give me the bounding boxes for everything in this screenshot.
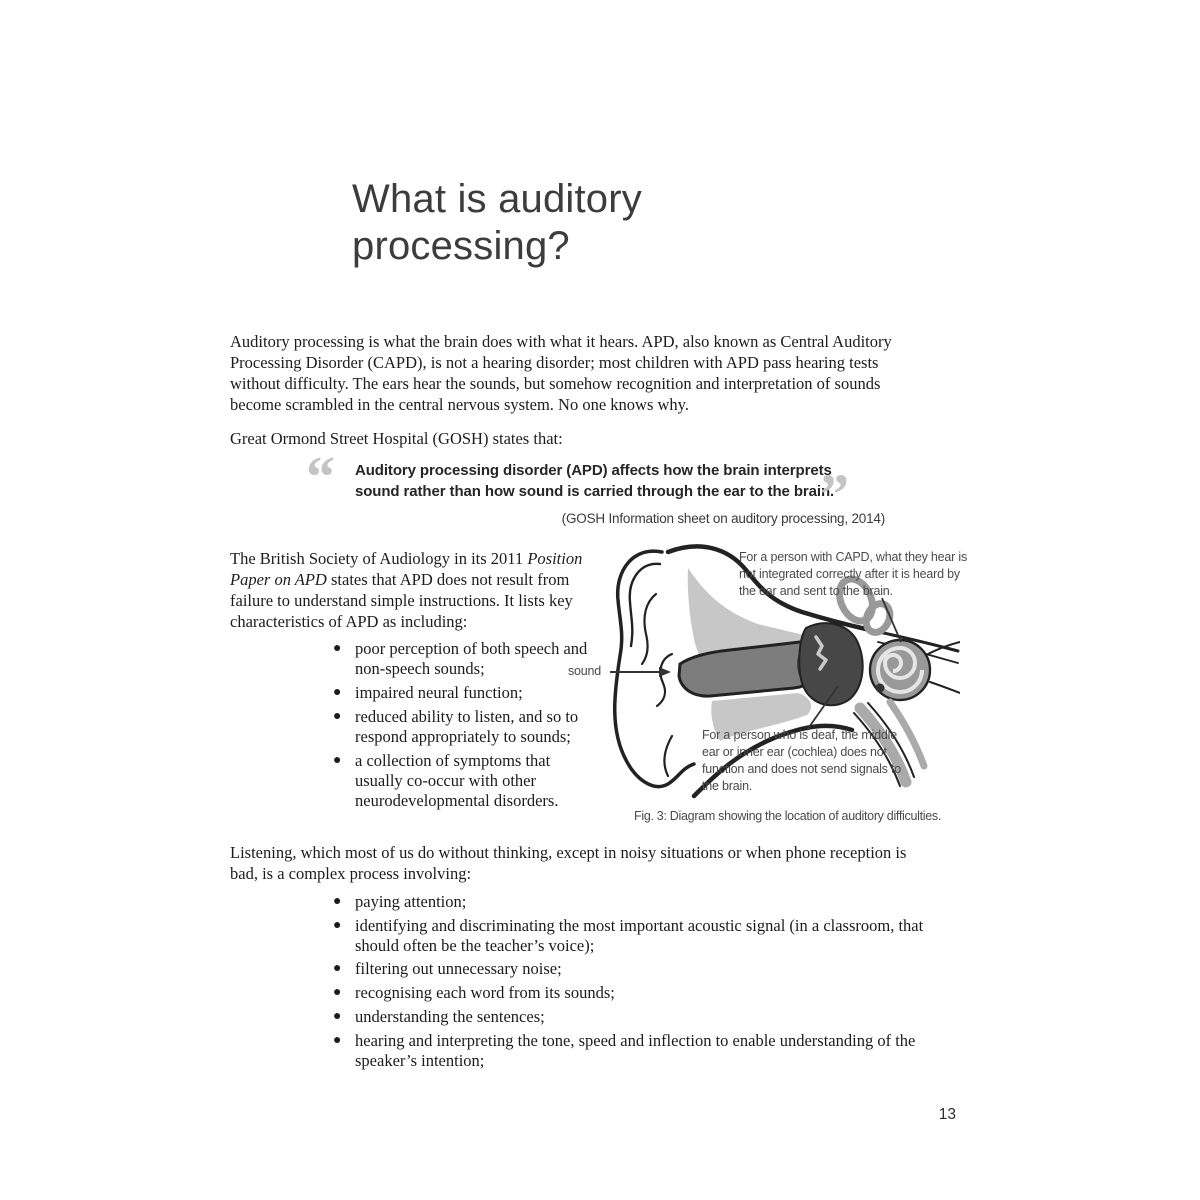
list-item-text: poor perception of both speech and non-speech sounds; (355, 639, 588, 678)
bullet-icon: ● (333, 985, 342, 1000)
bsa-italic-title: Position Paper on APD (230, 549, 583, 589)
quote-attribution: (GOSH Information sheet on auditory processing, 2014) (561, 511, 885, 526)
list-item-text: identifying and discriminating the most important acoustic signal (in a classroom, that should often be the teacher’s voice); (355, 916, 924, 955)
listening-paragraph: Listening, which most of us do without thinking, except in noisy situations or when phone reception is bad, is a complex process involving: (230, 843, 907, 883)
cochlea (870, 640, 930, 700)
bsa-text-2: states that APD does not result from failure to understand simple instructions. It lists key characteristics of APD as including: (230, 570, 573, 631)
list-item-text: impaired neural function; (355, 683, 523, 702)
bullet-icon: ● (333, 1033, 342, 1048)
pull-quote: Auditory processing disorder (APD) affects how the brain interprets sound rather than how sound is carried through the ear to the brain. (355, 462, 835, 500)
gosh-lead-in: Great Ormond Street Hospital (GOSH) states that: (230, 429, 563, 448)
list-item-text: hearing and interpreting the tone, speed and inflection to enable understanding of the speaker’s intention; (355, 1031, 916, 1070)
figure-caption: Fig. 3: Diagram showing the location of auditory difficulties. (634, 809, 942, 823)
bsa-text-1: The British Society of Audiology in its 2011 (230, 549, 528, 568)
list-item (333, 959, 925, 979)
open-quote-mark: “ (306, 444, 335, 509)
bullet-icon: ● (333, 961, 342, 976)
list-item (333, 892, 925, 912)
list-item (333, 1031, 925, 1070)
bsa-paragraph (230, 548, 612, 632)
list-item (333, 916, 925, 955)
list-item (333, 751, 598, 811)
bullet-icon: ● (333, 1009, 342, 1024)
bullet-icon: ● (333, 753, 342, 768)
middle-ear (799, 623, 862, 705)
apd-characteristics-list (333, 639, 598, 815)
bullet-icon: ● (333, 894, 342, 909)
list-item (333, 639, 598, 679)
bullet-icon: ● (333, 709, 342, 724)
list-item (333, 1007, 925, 1027)
page-title: What is auditory processing? (352, 177, 642, 268)
intro-paragraph: Auditory processing is what the brain does with what it hears. APD, also known as Central Auditory Processing Disorder (CAPD), is not a hearing disorder; most children with APD pass hearing tests without difficulty. The ears hear the sounds, but somehow recognition and interpretation of sounds become scrambled in the central nervous system. No one knows why. (230, 332, 892, 414)
list-item-text: a collection of symptoms that usually co-occur with other neurodevelopmental disorders. (355, 751, 559, 810)
listening-process-list (333, 892, 925, 1074)
list-item-text: reduced ability to listen, and so to respond appropriately to sounds; (355, 707, 579, 746)
list-item-text: recognising each word from its sounds; (355, 983, 615, 1002)
close-quote-mark: ” (820, 462, 849, 527)
bullet-icon: ● (333, 641, 342, 656)
bullet-icon: ● (333, 685, 342, 700)
list-item-text: understanding the sentences; (355, 1007, 545, 1026)
list-item (333, 707, 598, 747)
deaf-annotation: For a person who is deaf, the middle ear or inner ear (cochlea) does not function and does not send signals to the brain. (702, 728, 901, 793)
bullet-icon: ● (333, 918, 342, 933)
list-item (333, 983, 925, 1003)
list-item-text: filtering out unnecessary noise; (355, 959, 562, 978)
list-item-text: paying attention; (355, 892, 467, 911)
list-item (333, 683, 598, 703)
sound-label: sound (568, 664, 602, 678)
capd-annotation: For a person with CAPD, what they hear is not integrated correctly after it is heard by the ear and sent to the brain. (739, 550, 968, 598)
page-number: 13 (938, 1106, 956, 1123)
